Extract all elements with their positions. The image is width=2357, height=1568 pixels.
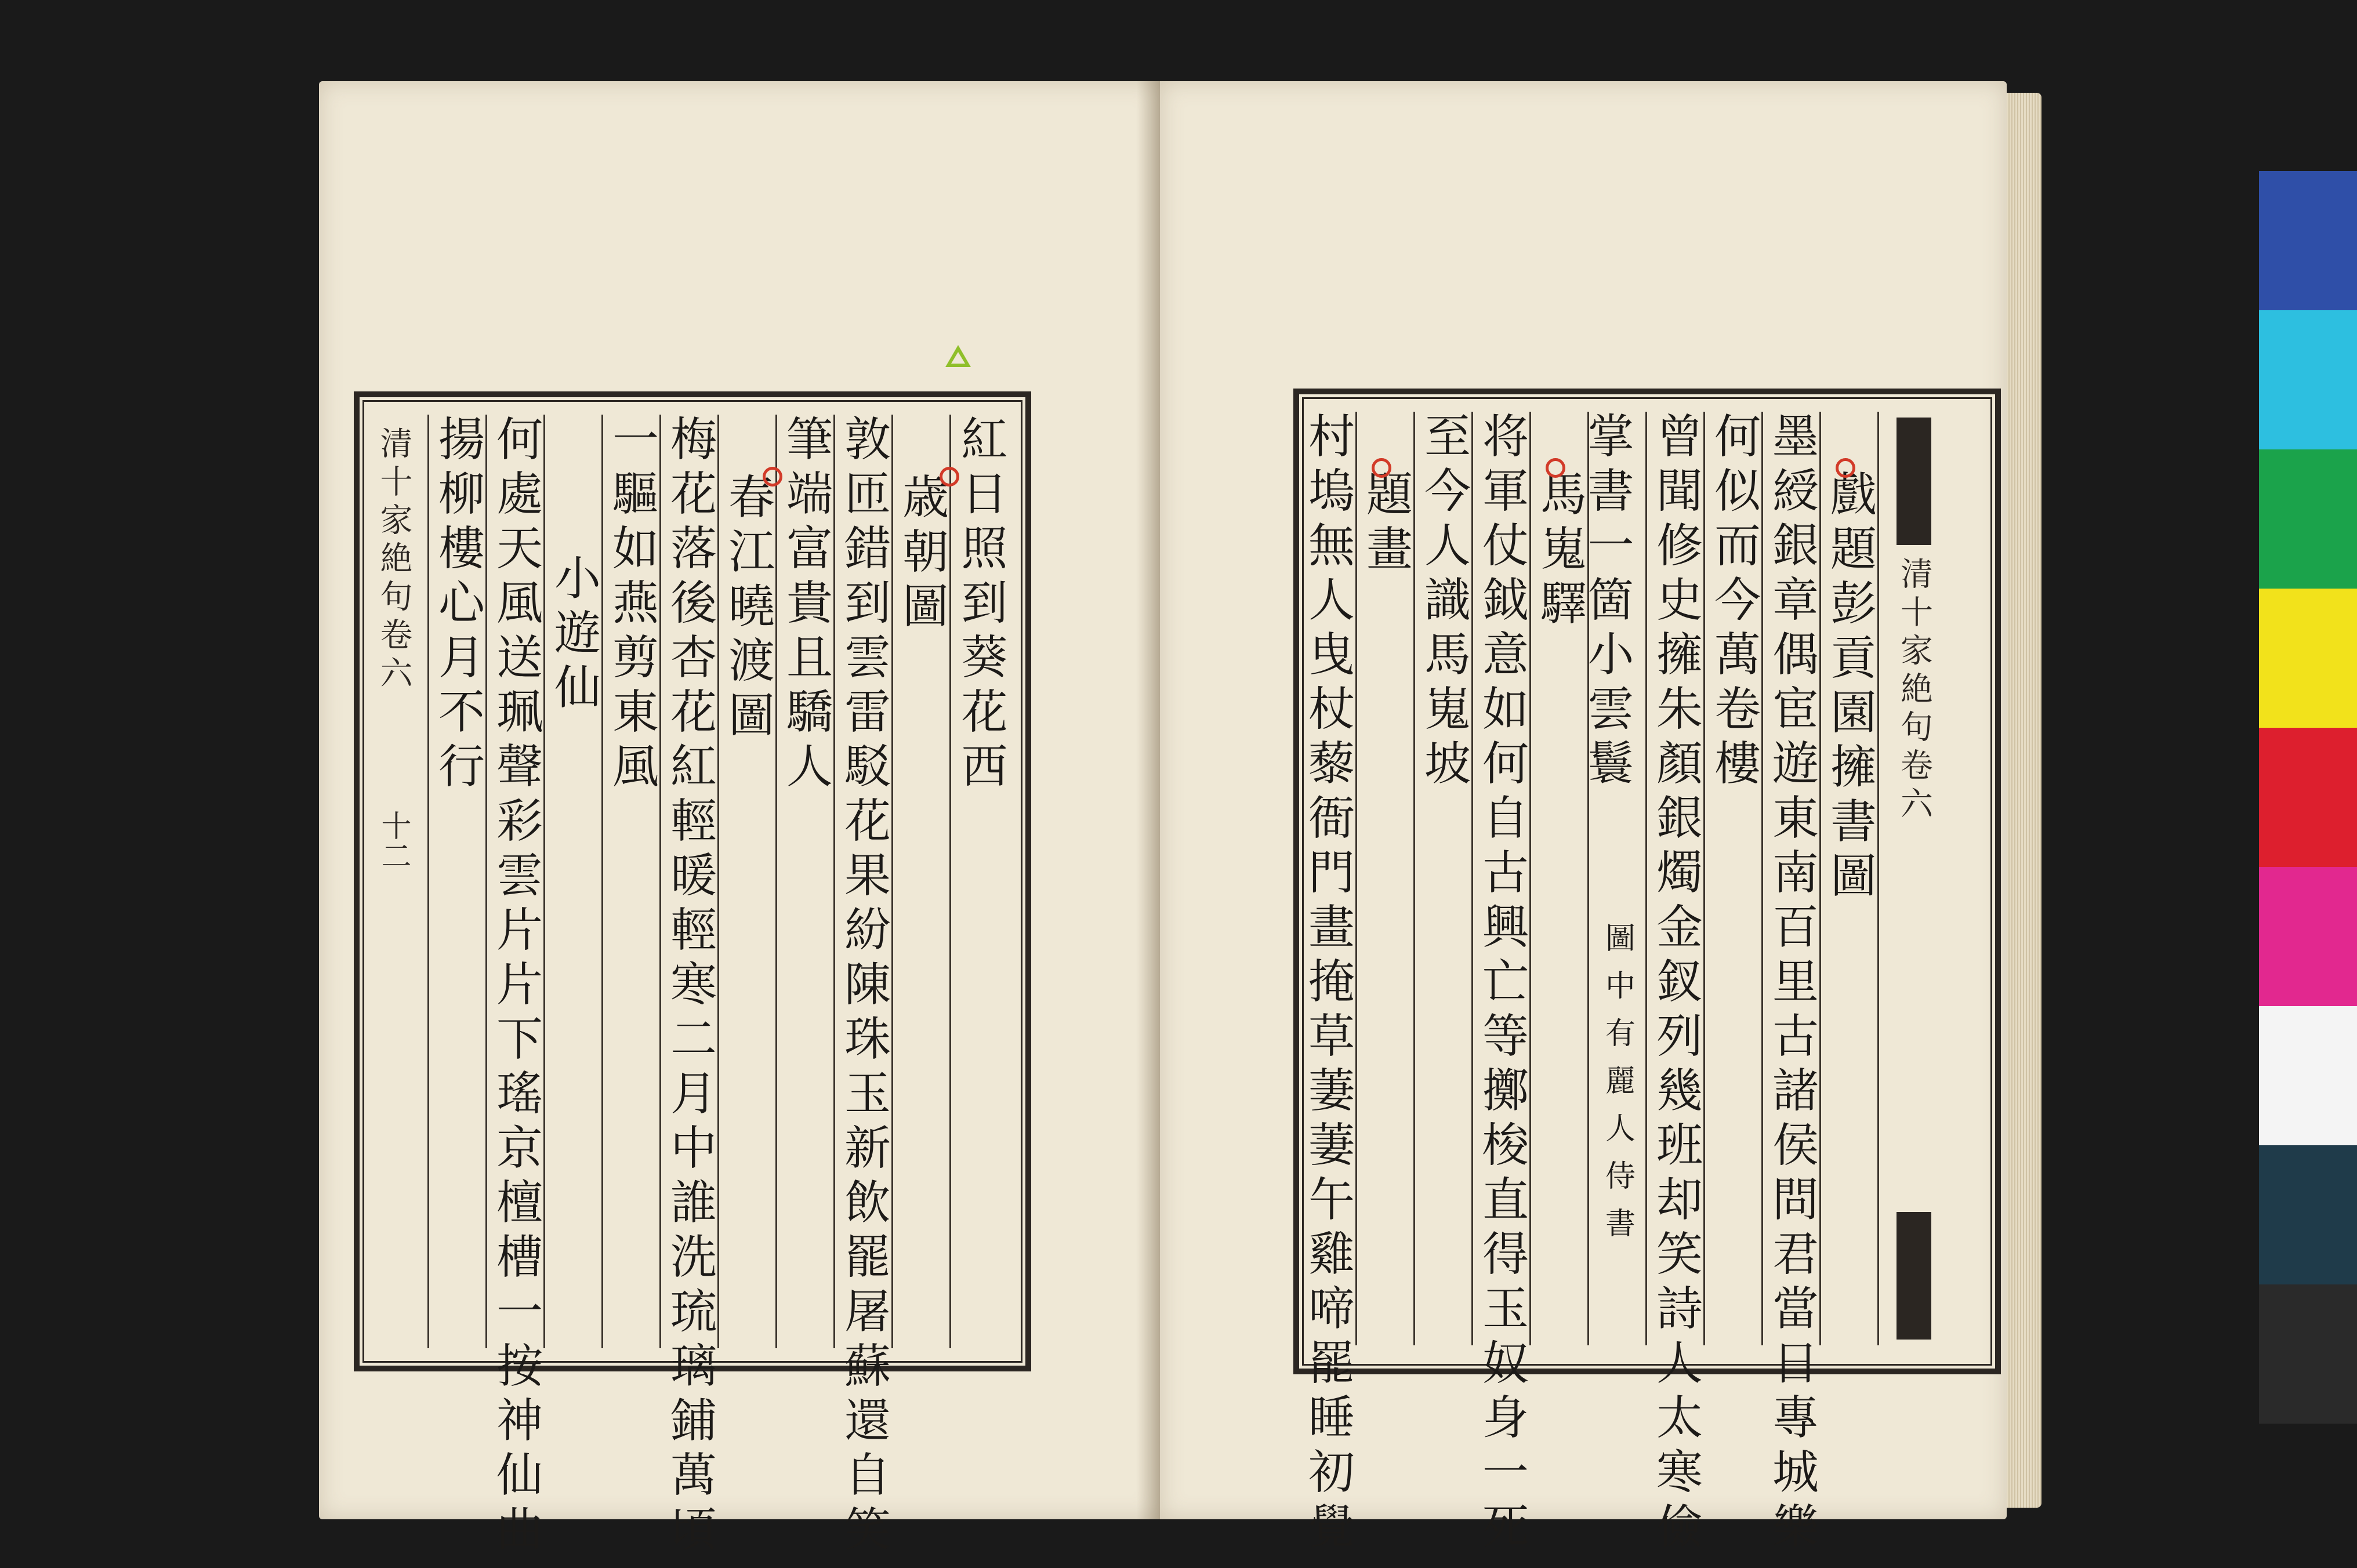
right-col-3 [1705,412,1763,1345]
left-col-2 [893,415,951,1348]
left-col-10 [429,415,487,1348]
left-col-7 [603,415,661,1348]
left-col-7-text: 一驅如燕剪東風 [604,415,659,796]
right-col-3-text: 何似而今萬卷樓 [1706,412,1761,793]
color-checker-strip [2259,171,2357,1568]
right-page-text-frame [1293,389,2001,1556]
color-patch [2259,867,2357,1006]
left-col-4 [777,415,835,1348]
color-patch [2259,1006,2357,1145]
right-col-7-text: 馬嵬驛 [1532,470,1587,633]
right-col-4 [1647,412,1705,1556]
right-col-8-text: 将軍仗鉞意如何自古興亡等擲梭直得玉奴身一死 [1474,412,1529,1556]
left-col-4-text: 筆端富貴且驕人 [778,415,833,796]
left-col-1 [951,415,1009,1348]
color-patch [2259,449,2357,589]
left-col-2-text: 歳朝圖 [894,473,949,636]
right-col-11 [1299,412,1357,1556]
right-col-11-text: 村塢無人曳杖藜衙門畫掩草萋萋午雞啼罷睡初覺 [1300,412,1355,1556]
page-number: 十二 [376,810,411,870]
red-circle-mark [1546,458,1565,478]
color-patch [2259,310,2357,449]
right-col-9-text: 至今人識馬嵬坡 [1416,412,1471,793]
left-page [319,81,1160,1559]
red-circle-mark [1372,458,1391,478]
color-patch [2259,728,2357,867]
right-col-6-text: 圖中有麗人侍書 [1600,922,1635,1255]
left-col-5 [719,415,777,1348]
right-col-5 [1580,412,1634,1345]
right-col-4-text: 曾聞修史擁朱顏銀燭金釵列幾班却笑詩人太寒儉 [1648,412,1703,1556]
fish-tail-mark [1897,418,1931,545]
red-circle-mark [763,467,782,487]
right-col-5-text: 掌書一箇小雲鬟 [1580,412,1634,793]
left-banxin [360,415,429,1348]
left-col-6 [661,415,719,1559]
color-patch [2259,1145,2357,1284]
color-patch [2259,1284,2357,1424]
red-circle-mark [1836,458,1855,478]
color-patch [2259,171,2357,310]
left-banxin-title: 清十家絶句卷六 [375,426,413,694]
left-col-5-text: 春江曉渡圖 [720,473,775,745]
right-col-8 [1473,412,1531,1556]
fish-tail-mark [1897,1212,1931,1340]
right-col-9 [1415,412,1473,1345]
page-edges [2007,93,2041,1508]
left-col-9 [487,415,545,1559]
right-col-2-text: 墨綬銀章偶宦遊東南百里古諸侯問君當日專城樂 [1764,412,1819,1556]
green-triangle-mark [945,345,971,367]
left-col-8 [545,415,603,1348]
right-col-10-text: 題畫 [1358,470,1413,579]
left-col-9-text: 何處天風送珮聲彩雲片片下瑤京檀槽一按神仙曲 [488,415,543,1559]
right-col-2 [1763,412,1821,1556]
left-col-3-text: 敦匝錯到雲雷駁花果紛陳珠玉新飲罷屠蘇還自笑 [836,415,891,1559]
open-book [302,81,2053,1559]
right-banxin-title: 清十家絶句卷六 [1895,557,1933,825]
left-page-text-frame [354,391,1031,1559]
left-col-3 [835,415,893,1559]
right-col-1-text: 戲題彭貢園擁書圖 [1822,470,1877,906]
left-col-6-text: 梅花落後杏花紅輕暖輕寒二月中誰洗琉璃鋪萬頃 [662,415,717,1559]
left-col-8-text: 小遊仙 [546,554,601,717]
left-col-10-text: 揚柳樓心月不行 [430,415,485,796]
right-col-1 [1821,412,1879,1345]
red-circle-mark [940,467,959,487]
color-patch [2259,589,2357,728]
right-col-10 [1357,412,1415,1345]
left-col-1-text: 紅日照到葵花西 [953,415,1007,796]
right-banxin [1879,412,1949,1345]
